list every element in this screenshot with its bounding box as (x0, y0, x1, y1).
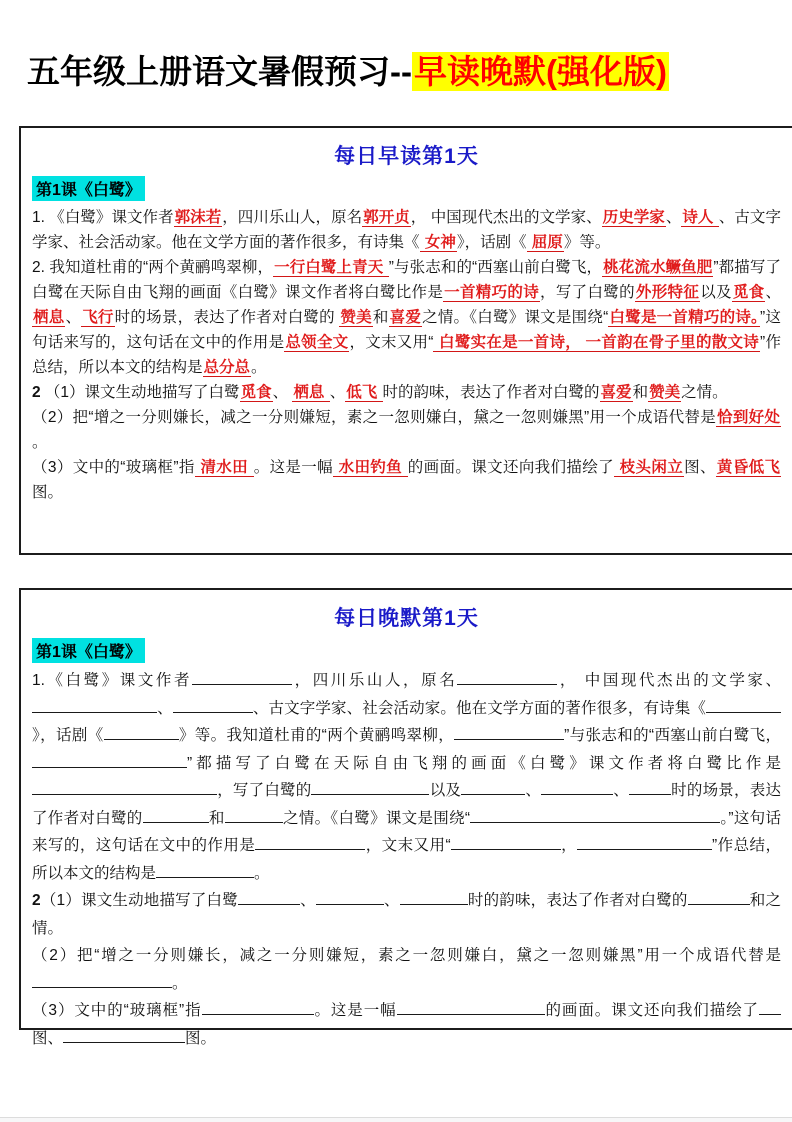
page-title-prefix: 五年级上册语文暑假预习-- (27, 53, 412, 90)
text-run: 》，话剧《 (456, 234, 527, 251)
text-run: 以及 (700, 284, 732, 301)
text-run: 和 (208, 809, 225, 827)
blank-line (173, 696, 253, 713)
blank-line (143, 806, 209, 823)
answer-text: 觅食 (732, 284, 765, 301)
answer-text: 赞美 (649, 384, 681, 401)
answer-text: 一首精巧的诗 (444, 284, 540, 301)
blank-line (32, 971, 172, 988)
answer-text: 桃花流水鳜鱼肥 (603, 259, 713, 276)
text-run: 、 (65, 309, 82, 326)
blank-line (311, 779, 429, 796)
answer-text: 黄昏低飞 (716, 459, 780, 476)
answer-text: 清水田 (195, 459, 253, 476)
answer-text: 郭沫若 (174, 209, 222, 226)
text-run: 。 (32, 434, 48, 451)
text-run: （2）把“增之一分则嫌长，减之一分则嫌短，素之一忽则嫌白，黛之一忽则嫌黑”用一个成语代替是 (32, 409, 717, 426)
text-run: 2 (32, 384, 41, 401)
text-run: 图。 (185, 1029, 217, 1047)
paragraph (32, 255, 781, 380)
answer-text: 低飞 (346, 384, 382, 401)
text-run: 图、 (684, 459, 716, 476)
blank-line (316, 889, 384, 906)
text-run: 》等。 (563, 234, 611, 251)
answer-text: 恰到好处 (717, 409, 780, 426)
text-run: 时的韵味，表达了作者对白鹭的 (382, 384, 600, 401)
text-run: 、 (383, 892, 400, 909)
paragraph (32, 455, 781, 505)
text-run: 》等。我知道杜甫的“两个黄鹂鸣翠柳， (178, 727, 455, 744)
text-run: 以及 (429, 782, 462, 799)
text-run: 、 (765, 284, 781, 301)
blank-line (457, 669, 557, 686)
answer-text: 白鹭实在是一首诗， 一首韵在骨子里的散文诗 (434, 334, 760, 351)
blank-line (629, 779, 671, 796)
page-title (27, 46, 772, 93)
answer-text: 枝头闲立 (615, 459, 684, 476)
answer-text: 白鹭是一首精巧的诗。 (609, 309, 760, 326)
section-header: 每日早读第1天 (334, 145, 479, 168)
answer-text: 觅食 (240, 384, 272, 401)
blank-line (461, 779, 525, 796)
text-run: 、古文字学家、社会活动家。他在文学方面的著作很多，有诗集《 (32, 209, 781, 251)
text-run: 。 (172, 974, 188, 992)
answer-text: 栖息 (33, 309, 65, 326)
text-run: 、 (157, 699, 173, 717)
text-run: 。 (254, 864, 270, 882)
lesson-badge: 第1课《白鹭》 (32, 638, 145, 663)
answer-text: 女神 (420, 234, 456, 251)
answer-text: 总分总 (203, 359, 251, 376)
text-run: ， 中国现代杰出的文学家、 (557, 672, 781, 689)
text-run: ”都描写了白鹭在天际自由飞翔的画面《白鹭》课文作者将白鹭比作是 (32, 259, 781, 301)
text-run: 、 (272, 384, 293, 401)
text-run: 、 (329, 384, 346, 401)
text-run: 之情。 (681, 384, 728, 401)
text-run: （2）把“增之一分则嫌长，减之一分则嫌短，素之一忽则嫌白，黛之一忽则嫌黑”用一个成语代替是 (32, 947, 781, 964)
text-run: 和 (372, 309, 389, 326)
text-run: 1.《白鹭》课文作者 (32, 672, 193, 689)
text-run: ，四川乐山人，原名 (292, 672, 458, 689)
text-run: （3）文中的“玻璃框”指 (32, 1002, 202, 1019)
answer-text: 总领全文 (285, 334, 349, 351)
text-run: ”这句话来写的，这句话在文中的作用是 (32, 309, 781, 351)
answer-text: 一行白鹭上青天 (274, 259, 388, 276)
answer-text: 栖息 (293, 384, 329, 401)
answer-text: 飞行 (82, 309, 114, 326)
blank-line (63, 1026, 185, 1043)
text-run: ”作总结，所以本文的结构是 (32, 334, 781, 376)
text-run: 的画面。课文还向我们描绘了 (407, 459, 614, 476)
text-run: ”与张志和的“西塞山前白鹭飞， (564, 727, 781, 744)
blank-line (706, 696, 781, 713)
text-run: ”与张志和的“西塞山前白鹭飞， (388, 259, 603, 276)
blank-line (759, 999, 781, 1016)
text-run: 、 (613, 782, 629, 799)
answer-text: 喜爱 (389, 309, 422, 326)
paragraph (32, 380, 781, 405)
text-run: 图。 (32, 484, 64, 501)
answer-text: 水田钓鱼 (334, 459, 407, 476)
text-run: ，写了白鹭的 (217, 782, 312, 799)
text-run: 、古文字学家、社会活动家。他在文学方面的著作很多，有诗集《 (252, 699, 706, 717)
text-run: 。这是一幅 (253, 459, 334, 476)
blank-line (451, 834, 561, 851)
blank-line (470, 806, 720, 823)
text-run: 、 (525, 782, 542, 799)
answer-text: 赞美 (340, 309, 372, 326)
blank-line (454, 724, 564, 741)
text-run: ”作总结，所以本文的结构是 (32, 837, 781, 882)
text-run: 和 (632, 384, 649, 401)
blank-line (397, 999, 545, 1016)
text-run: 。这是一幅 (313, 1002, 397, 1019)
lesson-badge: 第1课《白鹭》 (32, 176, 145, 201)
text-run: 之情。《白鹭》课文是围绕“ (422, 309, 609, 326)
paragraph (32, 997, 781, 1052)
paragraphs (32, 667, 781, 1052)
answer-text: 喜爱 (600, 384, 632, 401)
paragraphs (32, 205, 781, 505)
blank-line (688, 889, 750, 906)
section-header: 每日晚默第1天 (334, 607, 479, 630)
answer-text: 屈原 (527, 234, 563, 251)
paragraph (32, 205, 781, 255)
blank-line (577, 834, 712, 851)
blank-line (192, 669, 292, 686)
text-run: 。”这句话来写的，这句话在文中的作用是 (32, 809, 781, 854)
text-run: 、 (665, 209, 682, 226)
blank-line (104, 724, 179, 741)
text-run: （1）课文生动地描写了白鹭 (40, 384, 240, 401)
text-run: 》，话剧《 (32, 727, 104, 744)
text-run: ”都描写了白鹭在天际自由飞翔的画面《白鹭》课文作者将白鹭比作是 (187, 754, 781, 772)
text-run: ，文末又用“ (365, 837, 451, 854)
answer-text: 郭开贞 (363, 209, 410, 226)
paragraph (32, 667, 781, 887)
page-bottom-strip (0, 1118, 792, 1122)
paragraph (32, 887, 781, 942)
text-run: 之情。《白鹭》课文是围绕“ (282, 809, 471, 827)
text-run: 。 (251, 359, 267, 376)
text-run: 时的场景，表达了作者对白鹭的 (32, 782, 781, 827)
morning-reading-box (19, 126, 792, 555)
blank-line (156, 861, 254, 878)
text-run: 的画面。课文还向我们描绘了 (544, 1002, 759, 1019)
answer-text: 历史学家 (602, 209, 665, 226)
paragraph (32, 405, 781, 455)
text-run: 1. 《白鹭》课文作者 (32, 209, 174, 226)
blank-line (202, 999, 314, 1016)
text-run: 时的韵味，表达了作者对白鹭的 (467, 892, 688, 909)
text-run: ， (560, 837, 578, 854)
evening-recitation-box (19, 588, 792, 1047)
blank-line (541, 779, 613, 796)
text-run: 2. 我知道杜甫的“两个黄鹂鸣翠柳， (32, 259, 274, 276)
text-run: ，文末又用“ (349, 334, 434, 351)
text-run: （1）课文生动地描写了白鹭 (40, 892, 238, 909)
blank-line (32, 696, 157, 713)
text-run: 图、 (32, 1029, 64, 1047)
answer-text: 诗人 (682, 209, 718, 226)
text-run: 时的场景，表达了作者对白鹭的 (114, 309, 340, 326)
page-title-highlight: 早读晚默(强化版) (413, 53, 667, 90)
blank-line (32, 779, 217, 796)
paragraph (32, 942, 781, 997)
text-run: ， 中国现代杰出的文学家、 (410, 209, 602, 226)
blank-line (400, 889, 468, 906)
text-run: 、 (299, 892, 316, 909)
text-run: 2 (32, 892, 41, 909)
text-run: （3）文中的“玻璃框”指 (32, 459, 195, 476)
text-run: ，四川乐山人，原名 (222, 209, 363, 226)
blank-line (255, 834, 365, 851)
blank-line (32, 751, 187, 768)
text-run: 和之情。 (32, 892, 781, 937)
text-run: ，写了白鹭的 (540, 284, 635, 301)
answer-text: 外形特征 (635, 284, 700, 301)
blank-line (225, 806, 283, 823)
blank-line (238, 889, 300, 906)
